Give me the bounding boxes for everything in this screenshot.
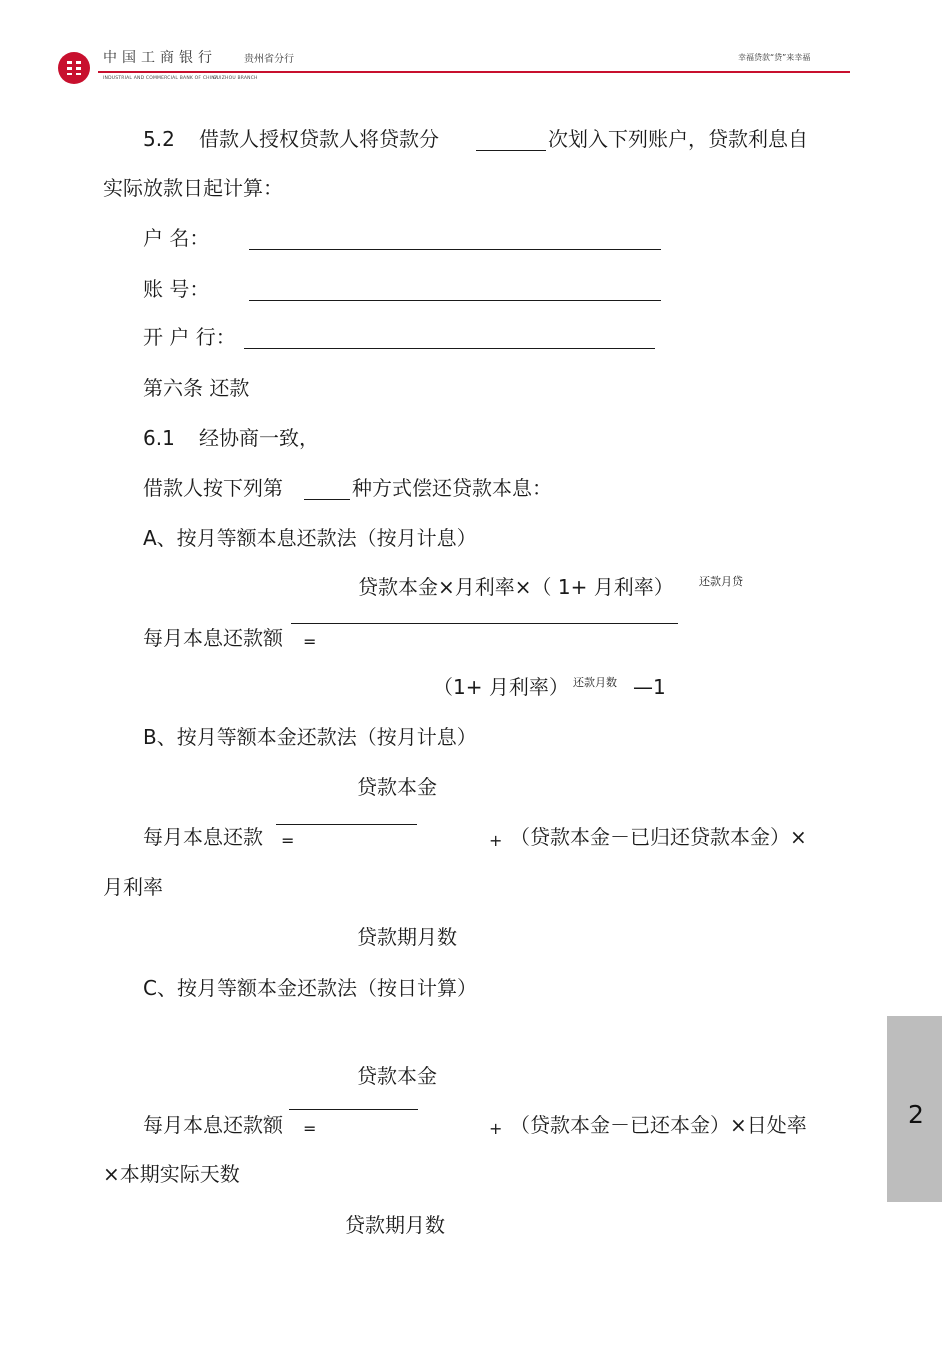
bank-name-en: INDUSTRIAL AND COMMERCIAL BANK OF CHINA [103, 76, 219, 81]
method-a-fraction-bar [291, 623, 678, 624]
method-a-title: A、按月等额本息还款法（按月计息） [143, 526, 477, 550]
installment-count-blank [476, 150, 546, 151]
clause-number-6-1: 6.1 [143, 426, 175, 450]
method-choice-blank [304, 499, 350, 500]
method-b-equals: = [281, 831, 295, 850]
branch-name-cn: 贵州省分行 [244, 54, 294, 65]
method-a-numerator-exponent: 还款月贷 [699, 575, 743, 588]
account-name-blank [249, 249, 661, 250]
method-a-denominator-exponent: 还款月数 [573, 676, 617, 689]
clause-number-5-2: 5.2 [143, 127, 175, 151]
branch-name-en: GUIZHOU BRANCH [213, 76, 258, 81]
method-choice-text-b: 种方式偿还贷款本息： [352, 476, 552, 500]
method-a-denominator-tail: —1 [633, 675, 666, 699]
method-b-denominator: 贷款期月数 [357, 925, 457, 949]
method-b-lhs: 每月本息还款 [143, 825, 263, 849]
account-number-label: 账 号： [143, 277, 210, 301]
method-b-numerator: 贷款本金 [357, 775, 437, 799]
bank-branch-blank [244, 348, 655, 349]
article-6-heading: 第六条 还款 [143, 376, 250, 400]
method-b-rest: （贷款本金－已归还贷款本金）× [510, 825, 807, 849]
clause-5-2-text-a: 借款人授权贷款人将贷款分 [199, 127, 439, 151]
method-c-denominator: 贷款期月数 [345, 1213, 445, 1237]
method-c-plus: + [489, 1119, 503, 1138]
page-number: 2 [908, 1100, 924, 1129]
method-a-numerator: 贷款本金×月利率×（ 1+ 月利率） [358, 575, 674, 599]
method-c-title: C、按月等额本金还款法（按日计算） [143, 976, 477, 1000]
method-c-lhs: 每月本息还款额 [143, 1113, 283, 1137]
method-c-numerator: 贷款本金 [357, 1064, 437, 1088]
clause-5-2-text-c: 实际放款日起计算： [103, 176, 283, 200]
clause-6-1-text: 经协商一致， [199, 426, 319, 450]
method-c-rest: （贷款本金－已还本金）×日处率 [510, 1113, 807, 1137]
method-a-equals: = [303, 632, 317, 651]
method-a-denominator: （1+ 月利率） [433, 675, 569, 699]
method-c-fraction-bar [289, 1109, 418, 1110]
bank-branch-label: 开 户 行： [143, 325, 236, 349]
bank-name-cn: 中国工商银行 [103, 50, 217, 66]
method-c-wrap: ×本期实际天数 [103, 1162, 240, 1186]
clause-5-2-text-b: 次划入下列账户，贷款利息自 [548, 127, 808, 151]
account-name-label: 户 名： [143, 226, 210, 250]
method-b-fraction-bar [276, 824, 417, 825]
method-choice-text-a: 借款人按下列第 [143, 476, 283, 500]
header-rule [98, 71, 850, 73]
method-b-title: B、按月等额本金还款法（按月计息） [143, 725, 477, 749]
method-c-equals: = [303, 1119, 317, 1138]
icbc-logo-icon [58, 52, 90, 84]
method-a-lhs: 每月本息还款额 [143, 626, 283, 650]
method-b-plus: + [489, 831, 503, 850]
slogan: 幸福贷款“贷”来幸福 [738, 53, 811, 62]
method-b-wrap: 月利率 [103, 875, 163, 899]
account-number-blank [249, 300, 661, 301]
